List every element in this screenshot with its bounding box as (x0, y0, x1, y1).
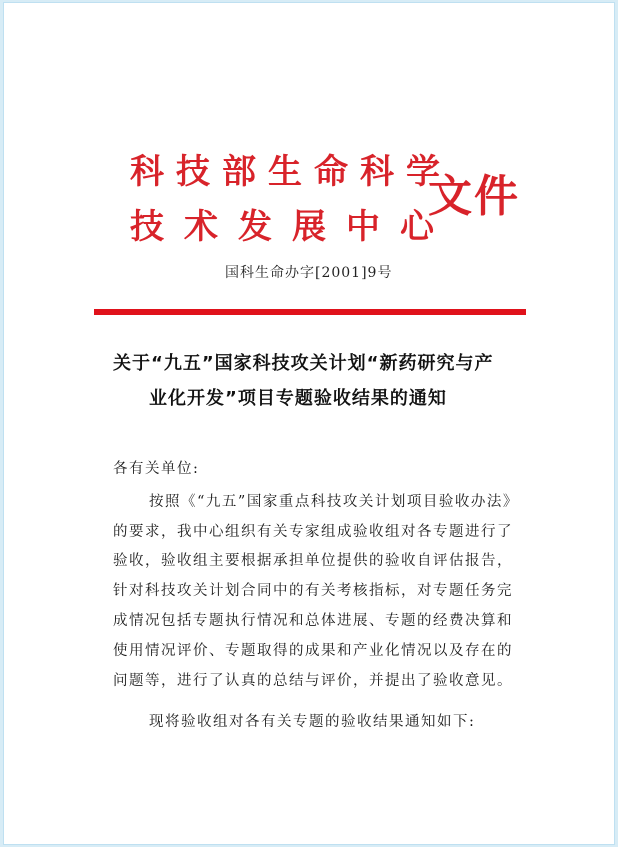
issuing-org-line1: 科技部生命科学 (130, 152, 452, 192)
document-page (3, 2, 615, 845)
body-line: 的要求，我中心组织有关专家组成验收组对各专题进行了 (113, 524, 513, 540)
document-type-label: 文件 (428, 171, 520, 222)
notice-title-line2: 业化开发”项目专题验收结果的通知 (149, 388, 447, 409)
document-number: 国科生命办字[2001]9号 (225, 265, 393, 281)
salutation: 各有关单位: (113, 461, 200, 477)
body-line: 使用情况评价、专题取得的成果和产业化情况以及存在的 (113, 643, 513, 659)
body-line: 现将验收组对各有关专题的验收结果通知如下: (149, 714, 476, 730)
notice-title-line1: 关于“九五”国家科技攻关计划“新药研究与产 (113, 353, 494, 374)
body-line: 成情况包括专题执行情况和总体进展、专题的经费决算和 (113, 613, 513, 629)
body-line: 验收，验收组主要根据承担单位提供的验收自评估报告， (113, 553, 513, 569)
issuing-org-line2: 技术发展中心 (130, 207, 454, 247)
body-line: 针对科技攻关计划合同中的有关考核指标，对专题任务完 (113, 583, 513, 599)
red-separator-line (94, 309, 526, 315)
body-line: 按照《“九五”国家重点科技攻关计划项目验收办法》 (149, 494, 519, 510)
body-line: 问题等，进行了认真的总结与评价，并提出了验收意见。 (113, 673, 513, 689)
